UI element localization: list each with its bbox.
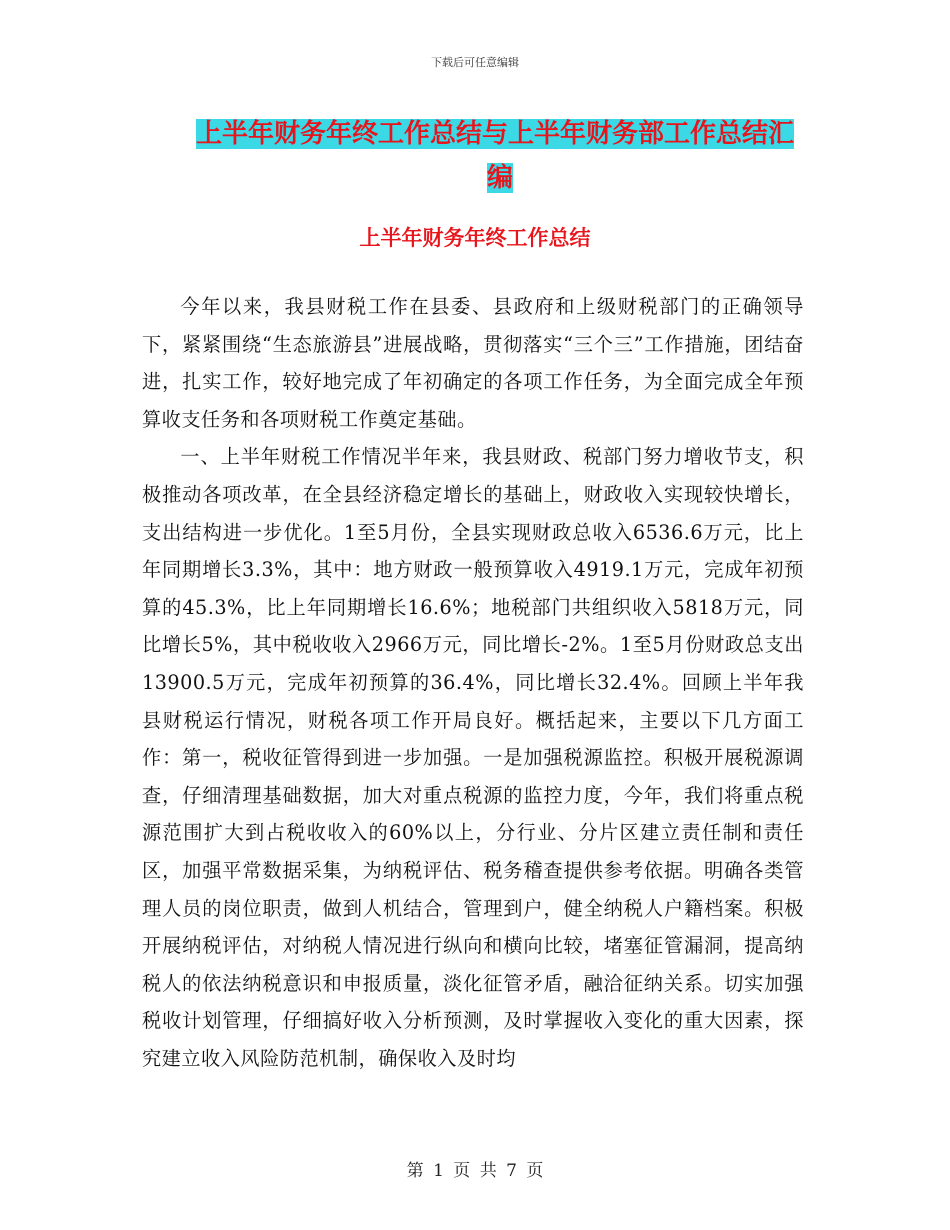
title-line-1: 上半年财务年终工作总结与上半年财务部工作总结汇	[196, 119, 795, 149]
section-title: 上半年财务年终工作总结	[359, 226, 591, 250]
page-number: 第 1 页 共 7 页	[406, 1161, 544, 1181]
title-line-2: 编	[486, 163, 513, 193]
paragraph-summary: 一、上半年财税工作情况半年来，我县财政、税部门努力增收节支，积极推动各项改革，在全县经济稳定增长的基础上，财政收入实现较快增长，支出结构进一步优化。1至5月份，全县实现财政总收入6536.6万元，比上年同期增长3.3%，其中：地方财政一般预算收入4919.1万元，完成年初预算的45.3%，比上年同期增长16.6%；地税部门共组织收入5818万元，同比增长5%，其中税收收入2966万元，同比增长-2%。1至5月份财政总支出13900.5万元，完成年初预算的36.4%，同比增长32.4%。回顾上半年我县财税运行情况，财税各项工作开局良好。概括起来，主要以下几方面工作：第一，税收征管得到进一步加强。一是加强税源监控。积极开展税源调查，仔细清理基础数据，加大对重点税源的监控力度，今年，我们将重点税源范围扩大到占税收收入的60%以上，分行业、分片区建立责任制和责任区，加强平常数据采集，为纳税评估、税务稽查提供参考依据。明确各类管理人员的岗位职责，做到人机结合，管理到户，健全纳税人户籍档案。积极开展纳税评估，对纳税人情况进行纵向和横向比较，堵塞征管漏洞，提高纳税人的依法纳税意识和申报质量，淡化征管矛盾，融洽征纳关系。切实加强税收计划管理，仔细搞好收入分析预测，及时掌握收入变化的重大因素，探究建立收入风险防范机制，确保收入及时均	[142, 445, 804, 1070]
document-body	[142, 288, 804, 1077]
document-title	[150, 112, 850, 200]
header-note: 下载后可任意编辑	[431, 56, 519, 69]
paragraph-intro: 今年以来，我县财税工作在县委、县政府和上级财税部门的正确领导下，紧紧围绕“生态旅游县”进展战略，贯彻落实“三个三”工作措施，团结奋进，扎实工作，较好地完成了年初确定的各项工作任务，为全面完成全年预算收支任务和各项财税工作奠定基础。	[142, 295, 804, 431]
